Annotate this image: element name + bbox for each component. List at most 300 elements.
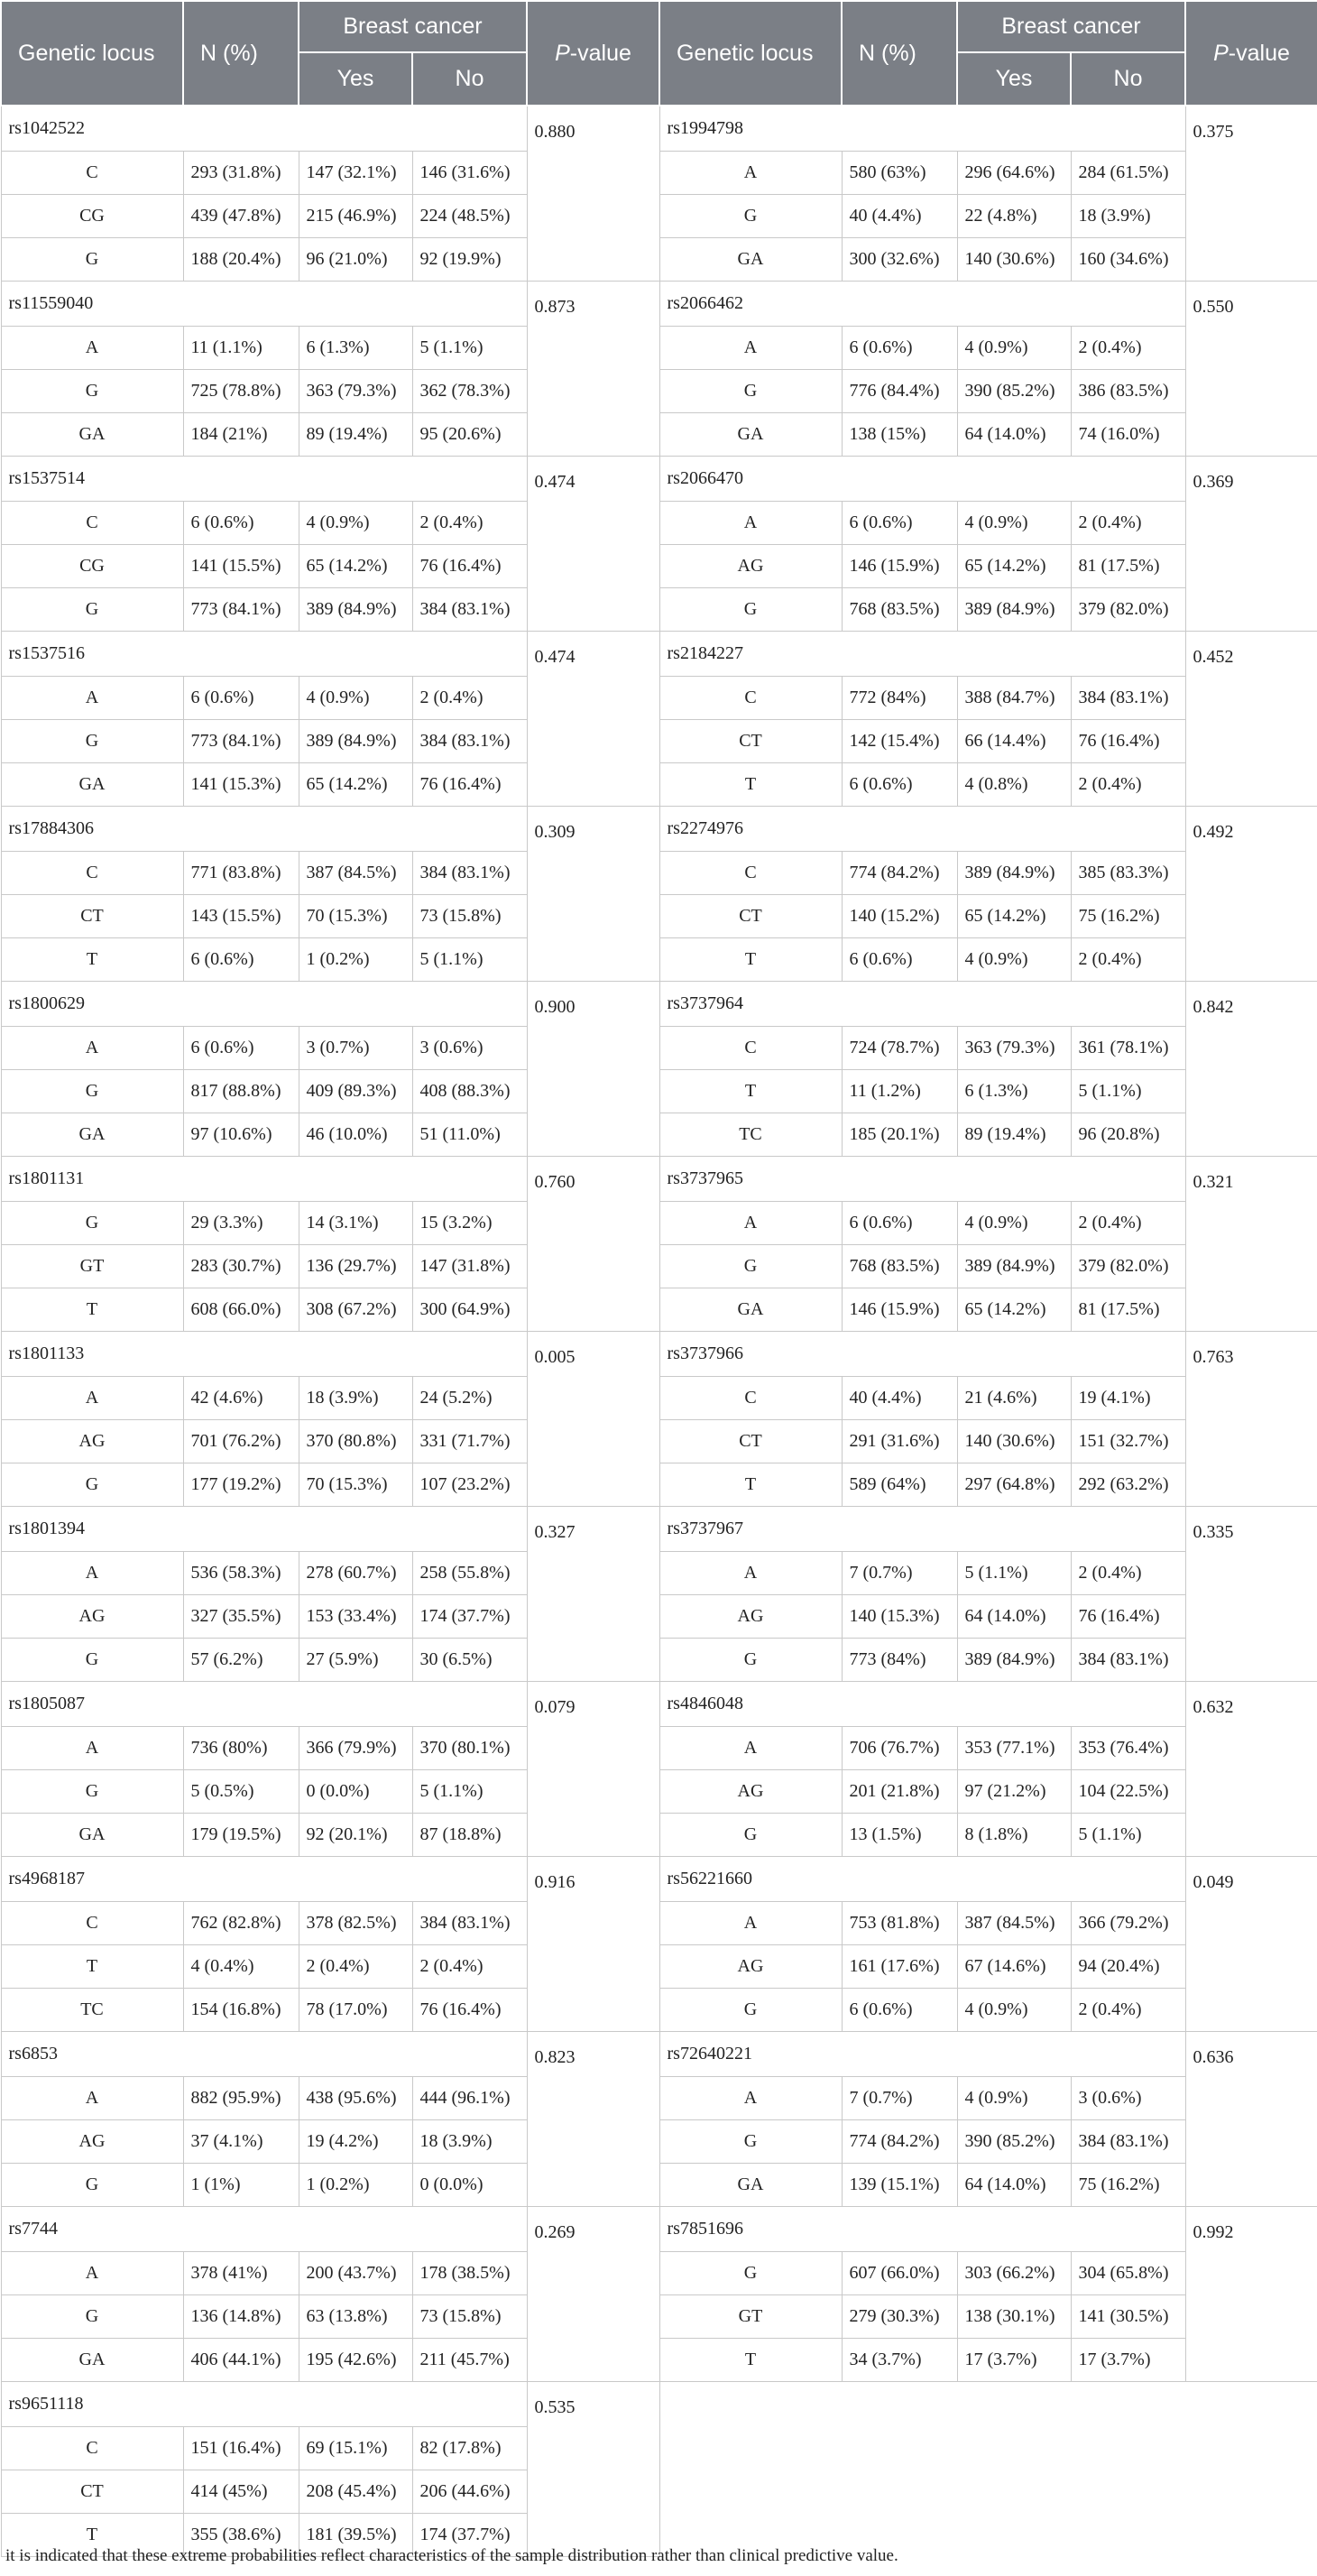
locus-name: rs1801133 [1,1332,527,1377]
table-row [1,1682,1317,1727]
locus-name: rs2274976 [659,807,1185,852]
n-percent-cell: 771 (83.8%) [183,852,299,895]
p-rest: -value [1228,40,1290,66]
header-yes: Yes [957,52,1071,106]
allele-cell: A [659,502,842,545]
n-percent-cell: 13 (1.5%) [842,1814,957,1857]
no-cell: 292 (63.2%) [1071,1463,1185,1507]
yes-cell: 308 (67.2%) [299,1288,412,1332]
locus-name: rs1537516 [1,632,527,677]
allele-cell: A [659,1202,842,1245]
table-row [1,195,1317,238]
yes-cell: 4 (0.9%) [957,1202,1071,1245]
allele-cell: G [1,2164,183,2207]
locus-name: rs4968187 [1,1857,527,1902]
table-row [1,1377,1317,1420]
yes-cell: 363 (79.3%) [299,370,412,413]
n-percent-cell: 188 (20.4%) [183,238,299,282]
n-percent-cell: 151 (16.4%) [183,2427,299,2470]
n-percent-cell: 773 (84%) [842,1639,957,1682]
n-percent-cell: 140 (15.3%) [842,1595,957,1639]
no-cell: 384 (83.1%) [1071,2120,1185,2164]
table-row [1,588,1317,632]
allele-cell: T [1,938,183,982]
n-percent-cell: 753 (81.8%) [842,1902,957,1945]
no-cell: 366 (79.2%) [1071,1902,1185,1945]
no-cell: 300 (64.9%) [412,1288,527,1332]
yes-cell: 64 (14.0%) [957,1595,1071,1639]
table-row [1,1814,1317,1857]
locus-name: rs1805087 [1,1682,527,1727]
locus-name: rs3737966 [659,1332,1185,1377]
n-percent-cell: 536 (58.3%) [183,1552,299,1595]
locus-name: rs1801394 [1,1507,527,1552]
allele-cell: T [659,2339,842,2382]
no-cell: 75 (16.2%) [1071,2164,1185,2207]
n-percent-cell: 589 (64%) [842,1463,957,1507]
no-cell: 353 (76.4%) [1071,1727,1185,1770]
allele-cell: C [659,852,842,895]
no-cell: 385 (83.3%) [1071,852,1185,895]
n-percent-cell: 139 (15.1%) [842,2164,957,2207]
yes-cell: 64 (14.0%) [957,413,1071,457]
no-cell: 76 (16.4%) [1071,720,1185,763]
yes-cell: 19 (4.2%) [299,2120,412,2164]
yes-cell: 363 (79.3%) [957,1027,1071,1070]
no-cell: 206 (44.6%) [412,2470,527,2514]
yes-cell: 18 (3.9%) [299,1377,412,1420]
n-percent-cell: 4 (0.4%) [183,1945,299,1989]
n-percent-cell: 293 (31.8%) [183,152,299,195]
no-cell: 15 (3.2%) [412,1202,527,1245]
yes-cell: 387 (84.5%) [957,1902,1071,1945]
locus-name: rs1042522 [1,106,527,152]
n-percent-cell: 6 (0.6%) [183,502,299,545]
allele-cell: AG [659,1770,842,1814]
table-row [1,1857,1317,1902]
n-percent-cell: 300 (32.6%) [842,238,957,282]
n-percent-cell: 6 (0.6%) [842,763,957,807]
yes-cell: 89 (19.4%) [957,1113,1071,1157]
allele-cell: G [1,1070,183,1113]
yes-cell: 389 (84.9%) [957,1639,1071,1682]
p-value-cell: 0.535 [527,2382,659,2557]
yes-cell: 200 (43.7%) [299,2252,412,2295]
allele-cell: AG [1,1420,183,1463]
n-percent-cell: 1 (1%) [183,2164,299,2207]
yes-cell: 4 (0.9%) [299,677,412,720]
yes-cell: 6 (1.3%) [299,327,412,370]
allele-cell: T [659,1070,842,1113]
n-percent-cell: 882 (95.9%) [183,2077,299,2120]
n-percent-cell: 7 (0.7%) [842,2077,957,2120]
locus-name: rs2184227 [659,632,1185,677]
yes-cell: 389 (84.9%) [957,852,1071,895]
yes-cell: 4 (0.9%) [957,327,1071,370]
no-cell: 87 (18.8%) [412,1814,527,1857]
header-breast-cancer: Breast cancer [957,1,1185,52]
allele-cell: A [659,1902,842,1945]
locus-name: rs56221660 [659,1857,1185,1902]
no-cell: 73 (15.8%) [412,2295,527,2339]
p-value-cell: 0.335 [1185,1507,1317,1682]
yes-cell: 65 (14.2%) [299,763,412,807]
n-percent-cell: 6 (0.6%) [842,1202,957,1245]
p-value-cell: 0.763 [1185,1332,1317,1507]
allele-cell: G [659,1989,842,2032]
allele-cell: GA [1,2339,183,2382]
yes-cell: 366 (79.9%) [299,1727,412,1770]
allele-cell: G [659,1814,842,1857]
table-row [1,2077,1317,2120]
n-percent-cell: 406 (44.1%) [183,2339,299,2382]
yes-cell: 96 (21.0%) [299,238,412,282]
locus-name: rs72640221 [659,2032,1185,2077]
yes-cell: 27 (5.9%) [299,1639,412,1682]
yes-cell: 1 (0.2%) [299,938,412,982]
no-cell: 331 (71.7%) [412,1420,527,1463]
yes-cell: 1 (0.2%) [299,2164,412,2207]
no-cell: 370 (80.1%) [412,1727,527,1770]
yes-cell: 4 (0.9%) [957,1989,1071,2032]
n-percent-cell: 146 (15.9%) [842,1288,957,1332]
allele-cell: G [659,370,842,413]
no-cell: 147 (31.8%) [412,1245,527,1288]
table-row [1,1027,1317,1070]
no-cell: 75 (16.2%) [1071,895,1185,938]
table-row [1,1113,1317,1157]
no-cell: 5 (1.1%) [412,938,527,982]
no-cell: 92 (19.9%) [412,238,527,282]
table-row [1,282,1317,327]
yes-cell: 4 (0.9%) [299,502,412,545]
no-cell: 258 (55.8%) [412,1552,527,1595]
locus-name: rs1800629 [1,982,527,1027]
yes-cell: 89 (19.4%) [299,413,412,457]
allele-cell: AG [659,1595,842,1639]
n-percent-cell: 57 (6.2%) [183,1639,299,1682]
n-percent-cell: 140 (15.2%) [842,895,957,938]
allele-cell: CT [659,895,842,938]
locus-name: rs17884306 [1,807,527,852]
no-cell: 141 (30.5%) [1071,2295,1185,2339]
allele-cell: T [1,2514,183,2557]
no-cell: 19 (4.1%) [1071,1377,1185,1420]
yes-cell: 387 (84.5%) [299,852,412,895]
yes-cell: 390 (85.2%) [957,2120,1071,2164]
table-row [1,457,1317,502]
table-row [1,2252,1317,2295]
yes-cell: 4 (0.9%) [957,938,1071,982]
table-row [1,327,1317,370]
allele-cell: G [659,2120,842,2164]
allele-cell: A [659,1552,842,1595]
yes-cell: 2 (0.4%) [299,1945,412,1989]
yes-cell: 140 (30.6%) [957,1420,1071,1463]
no-cell: 30 (6.5%) [412,1639,527,1682]
yes-cell: 378 (82.5%) [299,1902,412,1945]
table-row [1,1902,1317,1945]
table-row [1,1639,1317,1682]
yes-cell: 3 (0.7%) [299,1027,412,1070]
yes-cell: 63 (13.8%) [299,2295,412,2339]
no-cell: 0 (0.0%) [412,2164,527,2207]
no-cell: 384 (83.1%) [412,720,527,763]
header-p-value [1185,1,1317,106]
yes-cell: 4 (0.9%) [957,502,1071,545]
n-percent-cell: 327 (35.5%) [183,1595,299,1639]
table-row [1,677,1317,720]
no-cell: 81 (17.5%) [1071,1288,1185,1332]
no-cell: 2 (0.4%) [412,677,527,720]
n-percent-cell: 817 (88.8%) [183,1070,299,1113]
no-cell: 304 (65.8%) [1071,2252,1185,2295]
p-value-cell: 0.873 [527,282,659,457]
no-cell: 5 (1.1%) [412,327,527,370]
table-row [1,152,1317,195]
no-cell: 379 (82.0%) [1071,588,1185,632]
yes-cell: 438 (95.6%) [299,2077,412,2120]
allele-cell: A [1,1727,183,1770]
p-value-cell: 0.321 [1185,1157,1317,1332]
p-value-cell: 0.632 [1185,1682,1317,1857]
locus-name: rs6853 [1,2032,527,2077]
table-row [1,1332,1317,1377]
yes-cell: 69 (15.1%) [299,2427,412,2470]
allele-cell: G [1,588,183,632]
locus-name: rs3737965 [659,1157,1185,1202]
n-percent-cell: 6 (0.6%) [842,938,957,982]
yes-cell: 64 (14.0%) [957,2164,1071,2207]
allele-cell: C [659,677,842,720]
table-header [1,1,1317,106]
yes-cell: 65 (14.2%) [957,895,1071,938]
allele-cell: GA [659,2164,842,2207]
allele-cell: A [1,1377,183,1420]
header-n-percent: N (%) [183,1,299,106]
n-percent-cell: 11 (1.1%) [183,327,299,370]
allele-cell: TC [1,1989,183,2032]
n-percent-cell: 136 (14.8%) [183,2295,299,2339]
yes-cell: 46 (10.0%) [299,1113,412,1157]
allele-cell: CT [1,2470,183,2514]
no-cell: 2 (0.4%) [1071,327,1185,370]
no-cell: 2 (0.4%) [1071,1552,1185,1595]
n-percent-cell: 161 (17.6%) [842,1945,957,1989]
n-percent-cell: 6 (0.6%) [183,938,299,982]
yes-cell: 140 (30.6%) [957,238,1071,282]
allele-cell: G [659,2252,842,2295]
p-value-cell: 0.049 [1185,1857,1317,2032]
table-row [1,2120,1317,2164]
n-percent-cell: 146 (15.9%) [842,545,957,588]
locus-name: rs4846048 [659,1682,1185,1727]
allele-cell: G [1,238,183,282]
allele-cell: TC [659,1113,842,1157]
no-cell: 104 (22.5%) [1071,1770,1185,1814]
table-row [1,1202,1317,1245]
n-percent-cell: 701 (76.2%) [183,1420,299,1463]
allele-cell: GA [659,1288,842,1332]
no-cell: 146 (31.6%) [412,152,527,195]
yes-cell: 0 (0.0%) [299,1770,412,1814]
table-row [1,370,1317,413]
table-row [1,1595,1317,1639]
n-percent-cell: 414 (45%) [183,2470,299,2514]
header-genetic-locus: Genetic locus [659,1,842,106]
locus-name: rs7851696 [659,2207,1185,2252]
no-cell: 174 (37.7%) [412,2514,527,2557]
allele-cell: T [1,1945,183,1989]
no-cell: 96 (20.8%) [1071,1113,1185,1157]
p-value-cell: 0.842 [1185,982,1317,1157]
no-cell: 284 (61.5%) [1071,152,1185,195]
n-percent-cell: 6 (0.6%) [183,1027,299,1070]
n-percent-cell: 776 (84.4%) [842,370,957,413]
yes-cell: 65 (14.2%) [299,545,412,588]
table-row [1,982,1317,1027]
locus-name: rs2066470 [659,457,1185,502]
p-value-cell: 0.992 [1185,2207,1317,2382]
no-cell: 160 (34.6%) [1071,238,1185,282]
no-cell: 107 (23.2%) [412,1463,527,1507]
allele-cell: C [659,1377,842,1420]
allele-cell: GA [659,238,842,282]
allele-cell: T [1,1288,183,1332]
yes-cell: 65 (14.2%) [957,545,1071,588]
n-percent-cell: 177 (19.2%) [183,1463,299,1507]
no-cell: 76 (16.4%) [1071,1595,1185,1639]
yes-cell: 181 (39.5%) [299,2514,412,2557]
yes-cell: 8 (1.8%) [957,1814,1071,1857]
allele-cell: G [659,1245,842,1288]
table-row [1,1945,1317,1989]
n-percent-cell: 355 (38.6%) [183,2514,299,2557]
n-percent-cell: 768 (83.5%) [842,588,957,632]
table-row [1,895,1317,938]
locus-name: rs9651118 [1,2382,527,2427]
no-cell: 18 (3.9%) [1071,195,1185,238]
allele-cell: G [1,720,183,763]
empty-cell [659,2382,1317,2557]
table-row [1,1070,1317,1113]
allele-cell: A [1,2252,183,2295]
n-percent-cell: 141 (15.5%) [183,545,299,588]
no-cell: 151 (32.7%) [1071,1420,1185,1463]
no-cell: 211 (45.7%) [412,2339,527,2382]
table-row [1,413,1317,457]
n-percent-cell: 5 (0.5%) [183,1770,299,1814]
locus-name: rs3737964 [659,982,1185,1027]
table-row [1,1157,1317,1202]
yes-cell: 66 (14.4%) [957,720,1071,763]
no-cell: 2 (0.4%) [412,502,527,545]
allele-cell: GA [659,413,842,457]
n-percent-cell: 154 (16.8%) [183,1989,299,2032]
n-percent-cell: 7 (0.7%) [842,1552,957,1595]
allele-cell: T [659,1463,842,1507]
header-genetic-locus: Genetic locus [1,1,183,106]
table-row [1,2164,1317,2207]
yes-cell: 370 (80.8%) [299,1420,412,1463]
p-rest: -value [569,40,631,66]
n-percent-cell: 706 (76.7%) [842,1727,957,1770]
locus-name: rs3737967 [659,1507,1185,1552]
yes-cell: 17 (3.7%) [957,2339,1071,2382]
n-percent-cell: 762 (82.8%) [183,1902,299,1945]
n-percent-cell: 97 (10.6%) [183,1113,299,1157]
p-value-cell: 0.005 [527,1332,659,1507]
allele-cell: A [1,677,183,720]
table-row [1,1989,1317,2032]
no-cell: 379 (82.0%) [1071,1245,1185,1288]
yes-cell: 409 (89.3%) [299,1070,412,1113]
allele-cell: AG [1,2120,183,2164]
n-percent-cell: 774 (84.2%) [842,852,957,895]
table-row [1,763,1317,807]
n-percent-cell: 143 (15.5%) [183,895,299,938]
yes-cell: 195 (42.6%) [299,2339,412,2382]
yes-cell: 70 (15.3%) [299,895,412,938]
no-cell: 408 (88.3%) [412,1070,527,1113]
yes-cell: 21 (4.6%) [957,1377,1071,1420]
n-percent-cell: 34 (3.7%) [842,2339,957,2382]
n-percent-cell: 184 (21%) [183,413,299,457]
header-n-percent: N (%) [842,1,957,106]
no-cell: 2 (0.4%) [1071,1989,1185,2032]
n-percent-cell: 6 (0.6%) [183,677,299,720]
allele-cell: A [1,1552,183,1595]
yes-cell: 297 (64.8%) [957,1463,1071,1507]
yes-cell: 4 (0.9%) [957,2077,1071,2120]
table-row [1,720,1317,763]
allele-cell: GT [1,1245,183,1288]
n-percent-cell: 772 (84%) [842,677,957,720]
yes-cell: 22 (4.8%) [957,195,1071,238]
no-cell: 18 (3.9%) [412,2120,527,2164]
no-cell: 74 (16.0%) [1071,413,1185,457]
table-row [1,2207,1317,2252]
table-row [1,2295,1317,2339]
n-percent-cell: 279 (30.3%) [842,2295,957,2339]
no-cell: 174 (37.7%) [412,1595,527,1639]
table-row [1,238,1317,282]
no-cell: 3 (0.6%) [412,1027,527,1070]
table-row [1,807,1317,852]
p-value-cell: 0.269 [527,2207,659,2382]
n-percent-cell: 142 (15.4%) [842,720,957,763]
p-value-cell: 0.880 [527,106,659,282]
n-percent-cell: 11 (1.2%) [842,1070,957,1113]
allele-cell: GA [1,1814,183,1857]
allele-cell: CT [659,720,842,763]
p-value-cell: 0.079 [527,1682,659,1857]
allele-cell: CG [1,195,183,238]
no-cell: 384 (83.1%) [412,1902,527,1945]
allele-cell: C [659,1027,842,1070]
no-cell: 386 (83.5%) [1071,370,1185,413]
no-cell: 81 (17.5%) [1071,545,1185,588]
allele-cell: A [659,1727,842,1770]
yes-cell: 78 (17.0%) [299,1989,412,2032]
n-percent-cell: 40 (4.4%) [842,195,957,238]
n-percent-cell: 774 (84.2%) [842,2120,957,2164]
allele-cell: G [1,1463,183,1507]
n-percent-cell: 608 (66.0%) [183,1288,299,1332]
n-percent-cell: 773 (84.1%) [183,720,299,763]
locus-name: rs2066462 [659,282,1185,327]
yes-cell: 153 (33.4%) [299,1595,412,1639]
